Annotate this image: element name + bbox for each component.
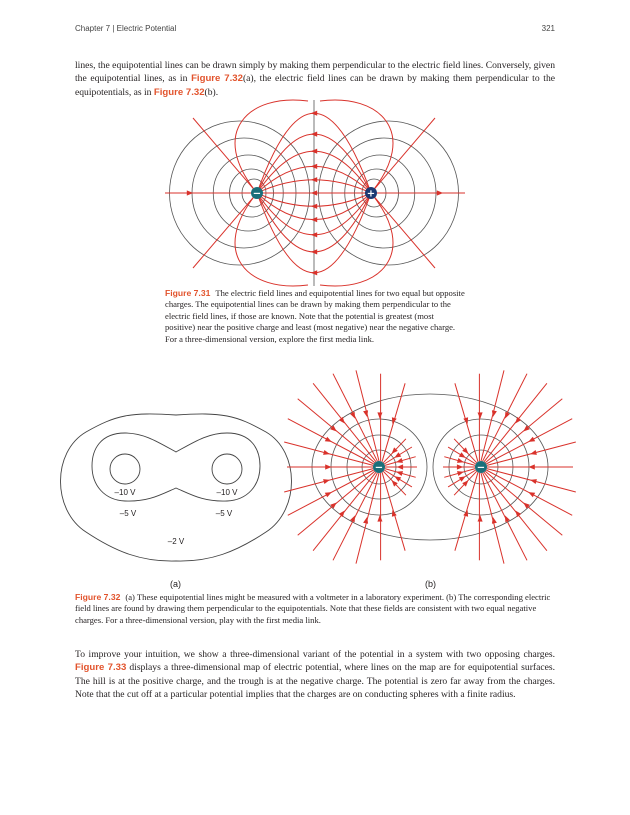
field-arrow-b-left-11 bbox=[323, 479, 330, 484]
positive-sign: + bbox=[366, 188, 376, 200]
panel-b-label: (b) bbox=[425, 579, 436, 589]
field-arrow-b-right-11 bbox=[457, 471, 464, 476]
field-b-right-20 bbox=[484, 383, 547, 462]
figure-7-31-label: Figure 7.31 bbox=[165, 288, 211, 298]
field-arrow-b-left-19 bbox=[377, 412, 382, 419]
field-b-right-5 bbox=[483, 473, 527, 561]
field-arrow-b-right-12 bbox=[457, 464, 463, 469]
figure-link-7-33[interactable]: Figure 7.33 bbox=[75, 662, 127, 674]
field-b-right-18 bbox=[481, 370, 504, 461]
voltage-label-right-mid: –5 V bbox=[215, 509, 233, 518]
field-arrow-b-right-10 bbox=[459, 476, 466, 482]
closing-text-1: To improve your intuition, we show a three-dimensional variant of the potential in a system with two opposing charges. bbox=[75, 649, 555, 660]
field-b-left-8 bbox=[313, 472, 376, 551]
closing-paragraph bbox=[75, 648, 555, 701]
field-b-right-4 bbox=[484, 472, 547, 551]
figure-7-31-text: The electric field lines and equipotential lines for two equal but opposite charges. The equipotential lines can be drawn by making them perpendicular to the electric field lines, if those are known. Note that the potential is greatest (most positive) near the positive charge and least (most negative) near the negative charge. For a three-dimensional version, explore the first media link. bbox=[165, 288, 465, 344]
voltage-label-outer: –2 V bbox=[167, 537, 185, 546]
field-arrow-b-left-20 bbox=[392, 417, 397, 424]
left-negative-sign: − bbox=[374, 462, 384, 474]
field-arrow-b-right-22 bbox=[528, 437, 535, 442]
field-b-left-6 bbox=[356, 473, 379, 564]
field-arrow-b-left-16 bbox=[339, 417, 345, 424]
field-arrow-b-right-20 bbox=[515, 417, 521, 424]
field-b-left-18 bbox=[356, 370, 379, 461]
figure-link-7-32a[interactable]: Figure 7.32 bbox=[191, 73, 243, 85]
page-number: 321 bbox=[541, 24, 555, 33]
negative-sign: − bbox=[252, 188, 262, 200]
figure-7-32-caption bbox=[75, 592, 555, 626]
field-b-left-16 bbox=[313, 383, 376, 462]
intro-text-2: (a), the electric field lines can be drawn by making them perpendicular to the equipotentials, as in bbox=[75, 73, 556, 98]
field-arrow-b-right-14 bbox=[459, 452, 466, 458]
chapter-title: Chapter 7 | Electric Potential bbox=[75, 24, 177, 33]
intro-text-1: lines, the equipotential lines can be drawn simply by making them perpendicular to the electric field lines. Conversely, given the equipotential lines, as in bbox=[75, 60, 555, 85]
figure-7-32-text: (a) These equipotential lines might be measured with a voltmeter in a laboratory experiment. (b) The corresponding electric field lines are found by drawing them perpendicular to the equipotentials. Note that these fields are consistent with two equal negative charges. For a three-dimensional version, play with the first media link. bbox=[75, 592, 551, 625]
field-b-left-17 bbox=[333, 374, 377, 462]
intro-text-3: (b). bbox=[204, 86, 219, 98]
field-arrow-b-right-13 bbox=[457, 458, 464, 463]
field-arrow-b-left-13 bbox=[323, 450, 330, 455]
field-arrow-b-left-22 bbox=[394, 452, 401, 458]
field-arrow-b-left-4 bbox=[392, 510, 397, 517]
field-arrow-b-left-5 bbox=[377, 515, 382, 522]
field-arrow-b-left-23 bbox=[396, 458, 403, 463]
field-arrow-b-right-7 bbox=[478, 515, 483, 522]
right-negative-sign: − bbox=[476, 462, 486, 474]
field-arrow-b-right-16 bbox=[463, 417, 468, 424]
field-arrow-b-left-1 bbox=[396, 471, 403, 476]
field-arrow-b-left-0 bbox=[397, 464, 403, 469]
field-arrow-b-right-23 bbox=[530, 450, 537, 455]
voltage-label-left-mid: –5 V bbox=[119, 509, 137, 518]
field-arrow-b-left-2 bbox=[394, 476, 401, 482]
field-b-right-19 bbox=[483, 374, 527, 462]
field-arrow-b-right-4 bbox=[515, 511, 521, 518]
field-arrow-b-right-2 bbox=[528, 492, 535, 497]
field-arrow-b-right-1 bbox=[530, 479, 537, 484]
field-arrow-b-left-14 bbox=[325, 437, 332, 442]
left-negative-charge bbox=[373, 461, 385, 474]
figure-link-7-32b[interactable]: Figure 7.32 bbox=[153, 86, 205, 98]
field-arrow-b-left-8 bbox=[339, 511, 345, 518]
panel-a-label: (a) bbox=[170, 579, 181, 589]
field-arrow-b-right-17 bbox=[478, 412, 483, 419]
field-b-left-7 bbox=[333, 473, 377, 561]
field-b-right-6 bbox=[481, 473, 504, 564]
voltage-label-right-inner: –10 V bbox=[216, 488, 238, 497]
closing-text-2: displays a three-dimensional map of electric potential, where lines on the map are for equipotential surfaces. The hill is at the positive charge, and the trough is at the negative charge. The potential is zero far away from the charges. Note that the cut off at a particular potential implies that the charges are on conducting spheres with a finite radius. bbox=[75, 662, 555, 700]
figure-7-32-label: Figure 7.32 bbox=[75, 592, 121, 602]
voltage-label-left-inner: –10 V bbox=[114, 488, 136, 497]
field-arrow-b-left-10 bbox=[325, 492, 332, 497]
field-arrow-b-right-8 bbox=[463, 510, 468, 517]
right-negative-charge bbox=[475, 461, 487, 474]
